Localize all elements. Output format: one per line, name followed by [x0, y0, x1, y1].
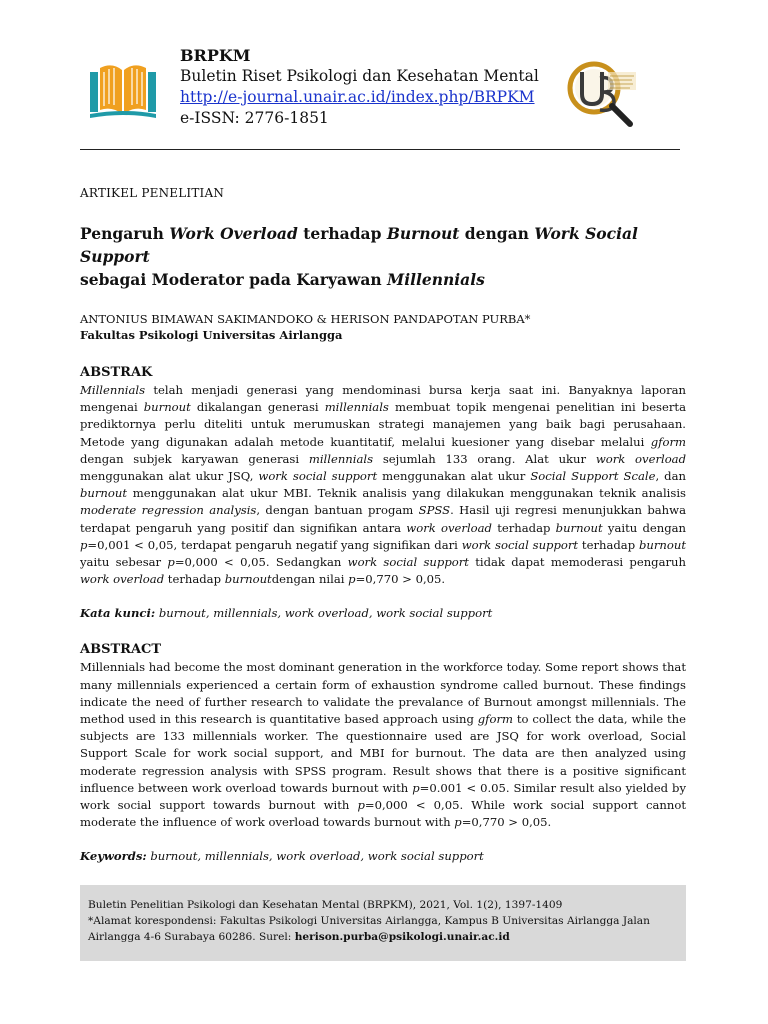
abstrak-text: Millennials telah menjadi generasi yang mendominasi bursa kerja saat ini. Banyaknya laporan mengenai burnout dikalangan generasi millennials membuat topik mengenai penelitian ini beserta prediktornya perlu diteliti untuk merumuskan strategi manajemen yang baik bagi perusahaan. Metode yang digunakan adalah metode kuantitatif, melalui kuesioner yang disebar melalui gform dengan subjek karyawan generasi millennials sejumlah 133 orang. Alat ukur work overload menggunakan alat ukur JSQ, work social support menggunakan alat ukur Social Support Scale, dan burnout menggunakan alat ukur MBI. Teknik analisis yang dilakukan menggunakan teknik analisis moderate regression analysis, dengan bantuan progam SPSS. Hasil uji regresi menunjukkan bahwa terdapat pengaruh yang positif dan signifikan antara work overload terhadap burnout yaitu dengan p=0,001 < 0,05, terdapat pengaruh negatif yang signifikan dari work social support terhadap burnout yaitu sebesar p=0,000 < 0,05. Sedangkan work social support tidak dapat memoderasi pengaruh work overload terhadap burnoutdengan nilai p=0,770 > 0,05. [80, 383, 687, 587]
journal-url-link[interactable]: http://e-journal.unair.ac.id/index.php/BRPKM [180, 88, 535, 106]
title-part: terhadap [297, 224, 387, 243]
title-part: Burnout [386, 224, 460, 243]
keywords-label: Keywords: [80, 849, 147, 864]
article-affiliation: Fakultas Psikologi Universitas Airlangga [80, 328, 343, 342]
title-part: dengan [459, 224, 535, 243]
footer-email[interactable]: herison.purba@psikologi.unair.ac.id [294, 931, 510, 943]
abstrak-heading: ABSTRAK [80, 365, 153, 380]
abstract-heading: ABSTRACT [80, 642, 162, 658]
journal-name: Buletin Riset Psikologi dan Kesehatan Mental [180, 67, 539, 85]
journal-issn: e-ISSN: 2776-1851 [180, 109, 329, 127]
footer-correspondence: *Alamat korespondensi: Fakultas Psikologi Universitas Airlangga, Kampus B Universitas Airlangga Jalan Airlangga 4-6 Surabaya 60286. Surel: herison.purba@psikologi.unair.ac.id [88, 915, 650, 943]
title-part: Millennials [387, 270, 485, 289]
title-part: sebagai Moderator pada Karyawan [80, 270, 388, 289]
citation-footer [80, 885, 686, 961]
article-body [80, 186, 686, 863]
ub-magnifier-logo-icon [560, 58, 640, 130]
keywords [80, 849, 686, 863]
journal-header [0, 0, 768, 150]
journal-brand: BRPKM [180, 46, 251, 65]
footer-citation: Buletin Penelitian Psikologi dan Kesehatan Mental (BRPKM), 2021, Vol. 1(2), 1397-1409 [88, 899, 563, 911]
kata-kunci-terms: burnout, millennials, work overload, work social support [155, 606, 493, 621]
kata-kunci [80, 606, 686, 620]
journal-info [180, 45, 539, 129]
article-authors: ANTONIUS BIMAWAN SAKIMANDOKO & HERISON PANDAPOTAN PURBA* [80, 312, 531, 326]
abstract-text: Millennials had become the most dominant generation in the workforce today. Some report shows that many millennials experienced a certain form of exhaustion syndrome called burnout. These findings indicate the need of further research to validate the prevalance of Burnout amongst millennials. The method used in this research is quantitative based approach using gform to collect the data, while the subjects are 133 millennials worker. The questionnaire used are JSQ for work overload, Social Support Scale for work social support, and MBI for burnout. The data are then analyzed using moderate regression analysis with SPSS program. Result shows that there is a positive significant influence between work overload towards burnout with p=0.001 < 0.05. Similar result also yielded by work social support towards burnout with p=0,000 < 0,05. While work social support cannot moderate the influence of work overload towards burnout with p=0,770 > 0,05. [80, 660, 687, 830]
header-divider [80, 149, 680, 150]
kata-kunci-label: Kata kunci: [80, 606, 156, 621]
title-part: Work Social Support [80, 224, 638, 266]
title-part: Work Overload [169, 224, 298, 243]
open-book-logo-icon [88, 58, 158, 122]
keywords-terms: burnout, millennials, work overload, work social support [146, 849, 484, 864]
article-title [80, 222, 686, 291]
title-part: Pengaruh [80, 224, 170, 243]
article-type-label: ARTIKEL PENELITIAN [80, 186, 225, 200]
